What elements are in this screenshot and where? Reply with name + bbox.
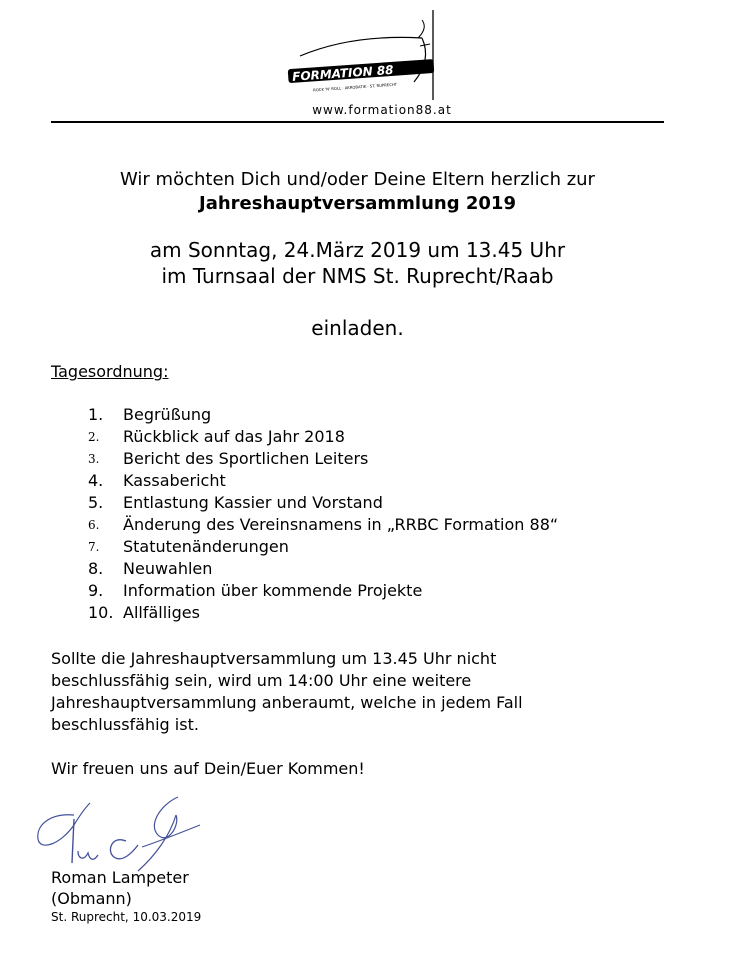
agenda-item-label: Bericht des Sportlichen Leiters [123,449,369,468]
agenda-item-number: 3. [88,452,100,466]
agenda-item [88,404,558,426]
agenda-item-label: Neuwahlen [123,559,213,578]
agenda-item [88,492,558,514]
agenda-item [88,536,558,558]
invitation-closing: einladen. [311,316,404,340]
agenda-item-number: 7. [88,540,100,554]
agenda-item [88,426,558,448]
quorum-notice-line: beschlussfähig ist. [51,715,199,734]
agenda-title: Tagesordnung: [51,362,169,381]
agenda-item [88,602,558,624]
header-divider [51,121,664,123]
club-logo [282,8,442,104]
logo-text: FORMATION 88 [291,62,394,84]
formation88-logo-graphic [282,8,442,104]
agenda-item-number: 5. [88,493,104,512]
agenda-item-label: Allfälliges [123,603,200,622]
invitation-intro: Wir möchten Dich und/oder Deine Eltern herzlich zur [120,169,595,190]
agenda-item [88,470,558,492]
agenda-item-number: 8. [88,559,104,578]
quorum-notice-line: Sollte die Jahreshauptversammlung um 13.45 Uhr nicht [51,649,497,668]
signatory-role: (Obmann) [51,889,132,908]
quorum-notice [51,648,651,736]
agenda-list [88,404,558,624]
agenda-item-number: 10. [88,603,114,622]
quorum-notice-line: beschlussfähig sein, wird um 14:00 Uhr eine weitere [51,671,472,690]
signatory-name: Roman Lampeter [51,868,189,887]
agenda-item [88,580,558,602]
agenda-item-number: 1. [88,405,104,424]
agenda-item-label: Begrüßung [123,405,212,424]
quorum-notice-line: Jahreshauptversammlung anberaumt, welche in jedem Fall [51,693,523,712]
agenda-item-label: Information über kommende Projekte [123,581,423,600]
closing-greeting: Wir freuen uns auf Dein/Euer Kommen! [51,759,365,778]
place-date: St. Ruprecht, 10.03.2019 [51,910,202,924]
agenda-item [88,448,558,470]
agenda-item-label: Statutenänderungen [123,537,289,556]
event-location: im Turnsaal der NMS St. Ruprecht/Raab [161,264,554,288]
agenda-item-number: 6. [88,518,100,532]
website-url: www.formation88.at [312,103,452,117]
agenda-item-number: 4. [88,471,104,490]
handwritten-signature [30,795,210,875]
agenda-item-label: Kassabericht [123,471,226,490]
agenda-item-label: Rückblick auf das Jahr 2018 [123,427,345,446]
agenda-item [88,514,558,536]
agenda-item-label: Änderung des Vereinsnamens in „RRBC Formation 88“ [123,515,559,534]
agenda-item-label: Entlastung Kassier und Vorstand [123,493,383,512]
agenda-item [88,558,558,580]
event-date: am Sonntag, 24.März 2019 um 13.45 Uhr [149,238,566,262]
agenda-item-number: 2. [88,430,100,444]
event-title: Jahreshauptversammlung 2019 [199,193,516,214]
logo-subtext: ROCK 'N' ROLL · AKROBATIK · ST. RUPRECHT [313,81,398,93]
agenda-item-number: 9. [88,581,104,600]
